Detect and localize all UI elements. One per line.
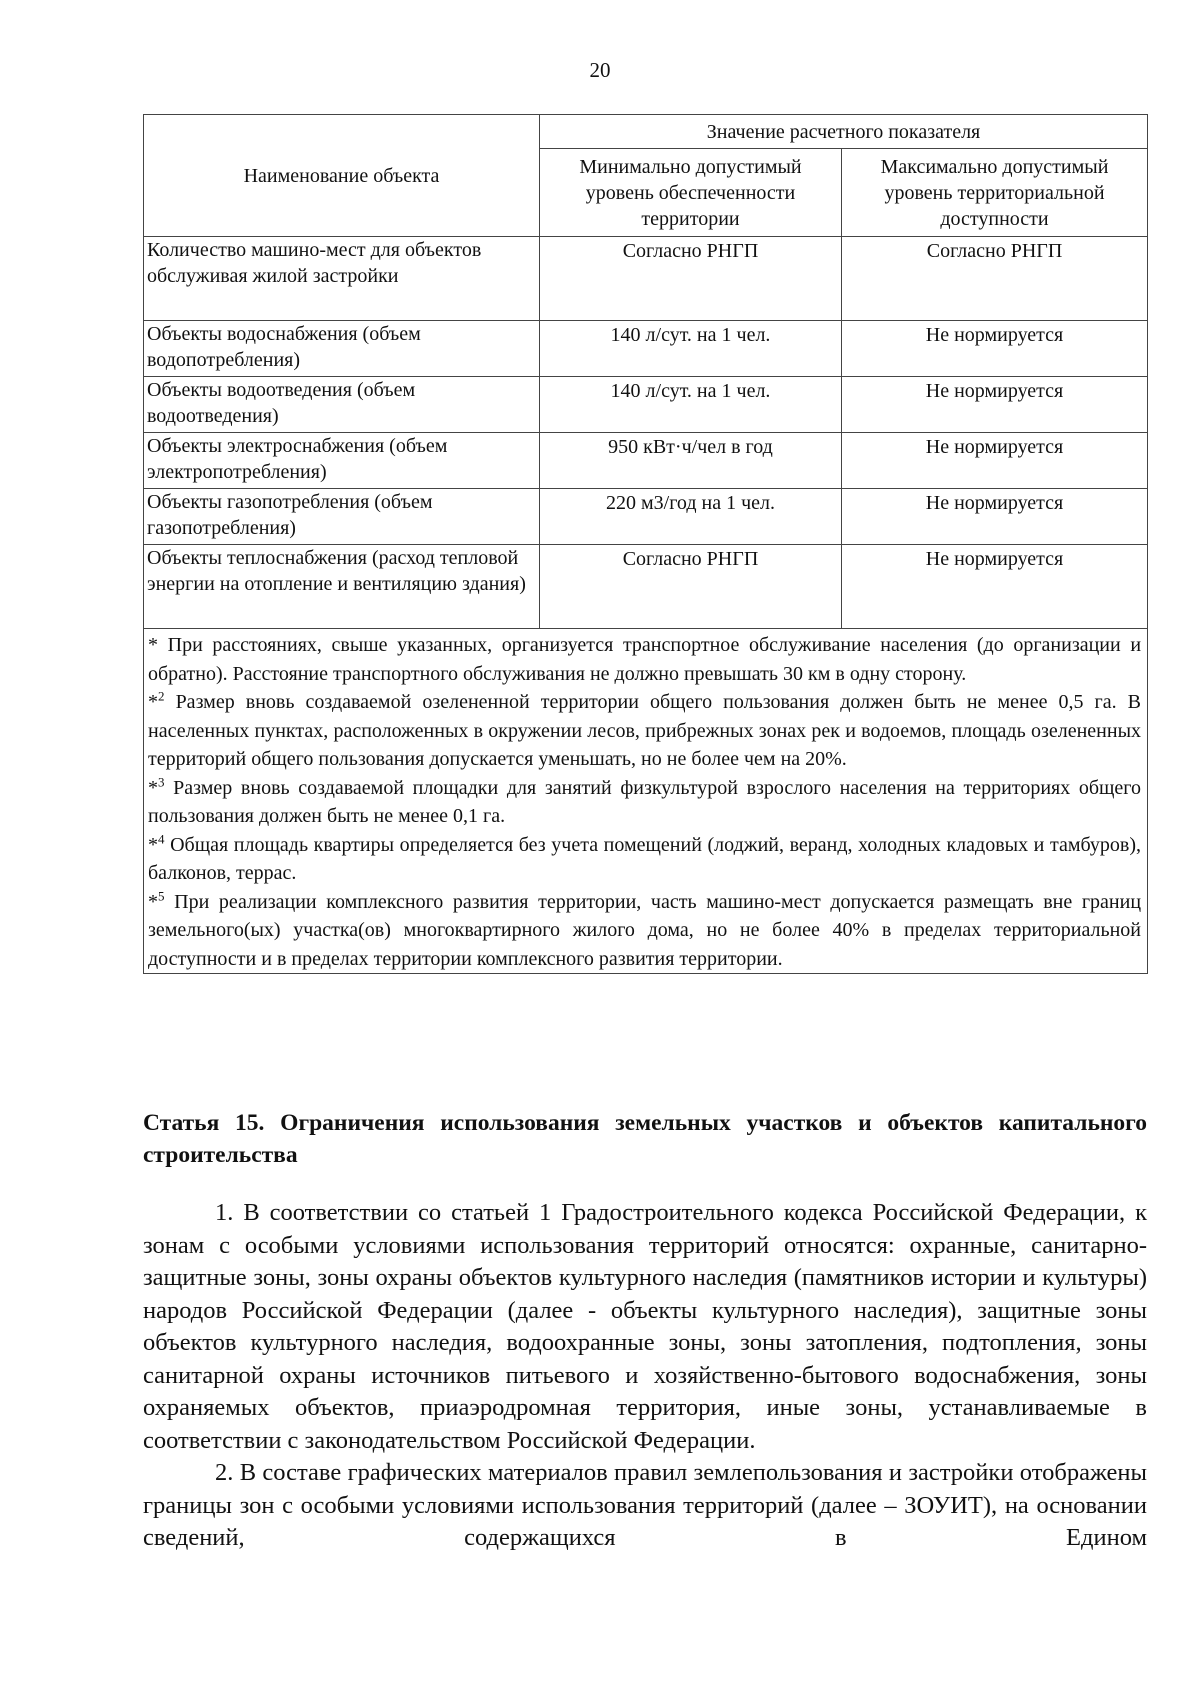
footnote [148, 631, 1141, 688]
table-row [144, 433, 1148, 489]
article-body [143, 1197, 1147, 1555]
header-indicator-value: Значение расчетного показателя [540, 115, 1148, 149]
table-row [144, 321, 1148, 377]
row-min-value: 140 л/сут. на 1 чел. [540, 321, 842, 377]
footnote [148, 688, 1141, 774]
row-min-value: 140 л/сут. на 1 чел. [540, 377, 842, 433]
footnotes [144, 629, 1148, 974]
footnote-mark: * [148, 776, 158, 799]
row-max-value: Не нормируется [842, 377, 1148, 433]
footnote-text: При реализации комплексного развития территории, часть машино-мест допускается размещать вне границ земельного(ых) участка(ов) многоквартирного жилого дома, но не более 40% в пределах территориальной доступности и в пределах территории комплексного развития территории. [148, 890, 1142, 970]
table-row [144, 489, 1148, 545]
footnote [148, 831, 1141, 888]
row-max-value: Не нормируется [842, 489, 1148, 545]
row-max-value: Не нормируется [842, 545, 1148, 629]
row-min-value: Согласно РНГП [540, 545, 842, 629]
row-min-value: 950 кВт·ч/чел в год [540, 433, 842, 489]
header-min-level: Минимально допустимый уровень обеспеченности территории [540, 149, 842, 237]
footnote-mark: * [148, 833, 158, 856]
footnote [148, 888, 1141, 974]
row-name: Объекты газопотребления (объем газопотребления) [144, 489, 540, 545]
norms-table [143, 114, 1148, 974]
footnote-sup: 3 [158, 773, 165, 789]
footnote-text: Общая площадь квартиры определяется без учета помещений (лоджий, веранд, холодных кладовых и тамбуров), балконов, террас. [148, 833, 1142, 884]
row-name: Объекты электроснабжения (объем электропотребления) [144, 433, 540, 489]
row-name: Количество машино-мест для объектов обслуживая жилой застройки [144, 237, 540, 321]
row-name: Объекты водоотведения (объем водоотведения) [144, 377, 540, 433]
row-max-value: Согласно РНГП [842, 237, 1148, 321]
table-notes-row [144, 629, 1148, 974]
footnote-sup: 5 [158, 887, 165, 903]
row-min-value: 220 м3/год на 1 чел. [540, 489, 842, 545]
table-row [144, 545, 1148, 629]
table-row [144, 237, 1148, 321]
footnote-mark: * [148, 691, 158, 713]
footnote-mark: * [148, 634, 158, 656]
footnote-text: При расстояниях, свыше указанных, организуется транспортное обслуживание населения (до организации и обратно). Расстояние транспортного обслуживания не должно превышать 30 км в одну сторону. [148, 634, 1142, 685]
header-object-name: Наименование объекта [144, 115, 540, 237]
page-number: 20 [589, 58, 611, 82]
row-max-value: Не нормируется [842, 321, 1148, 377]
footnote-sup: 2 [158, 688, 165, 704]
row-max-value: Не нормируется [842, 433, 1148, 489]
footnote [148, 774, 1141, 831]
header-max-accessibility: Максимально допустимый уровень территориальной доступности [842, 149, 1148, 237]
article-paragraph: 1. В соответствии со статьей 1 Градостроительного кодекса Российской Федерации, к зонам с особыми условиями использования территорий относятся: охранные, санитарно-защитные зоны, зоны охраны объектов культурного наследия (памятников истории и культуры) народов Российской Федерации (далее - объекты культурного наследия), защитные зоны объектов культурного наследия, водоохранные зоны, зоны затопления, подтопления, зоны санитарной охраны источников питьевого и хозяйственно-бытового водоснабжения, зоны охраняемых объектов, приаэродромная территория, иные зоны, устанавливаемые в соответствии с законодательством Российской Федерации. [143, 1199, 1147, 1454]
article-paragraph: 2. В составе графических материалов правил землепользования и застройки отображены границы зон с особыми условиями использования территорий (далее – ЗОУИТ), на основании сведений, содержащихся в Едином [143, 1459, 1147, 1551]
row-min-value: Согласно РНГП [540, 237, 842, 321]
footnote-sup: 4 [158, 830, 165, 846]
footnote-text: Размер вновь создаваемой озелененной территории общего пользования должен быть не менее 0,5 га. В населенных пунктах, расположенных в окружении лесов, прибрежных зонах рек и водоемов, площадь озелененных территорий общего пользования допускается уменьшать, но не более чем на 20%. [148, 691, 1142, 770]
footnote-mark: * [148, 890, 158, 913]
row-name: Объекты водоснабжения (объем водопотребления) [144, 321, 540, 377]
row-name: Объекты теплоснабжения (расход тепловой энергии на отопление и вентиляцию здания) [144, 545, 540, 629]
article-title: Статья 15. Ограничения использования земельных участков и объектов капитального строительства [143, 1110, 1147, 1168]
table-row [144, 377, 1148, 433]
table-header-row [144, 115, 1148, 149]
footnote-text: Размер вновь создаваемой площадки для занятий физкультурой взрослого населения на территориях общего пользования должен быть не менее 0,1 га. [148, 776, 1142, 827]
